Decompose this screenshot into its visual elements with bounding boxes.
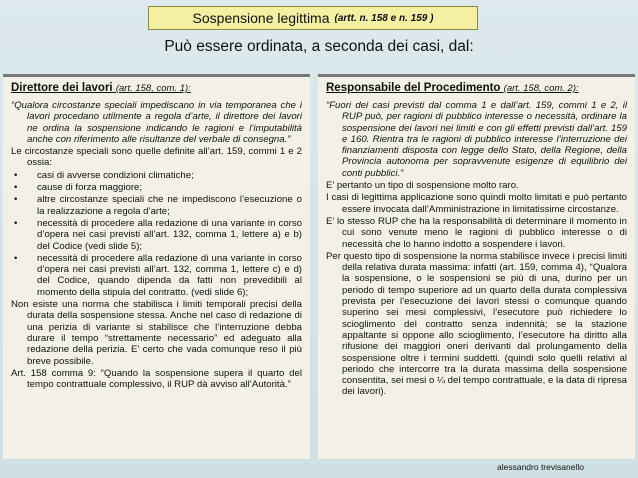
bullet-force-majeure: • cause di forza maggiore;: [11, 182, 302, 193]
right-column: [318, 74, 635, 459]
bullet-variant-ab: • necessità di procedere alla redazione di una variante in corso d’opera nei casi previsti all’art. 132, comma 1, lettere a) e b) del Codice (vedi slide 5);: [11, 218, 302, 252]
left-paragraph-limits: Non esiste una norma che stabilisca i limiti temporali precisi della durata della sospensione stessa. Anche nel caso di redazione di una perizia di variante si stabilisce che l’interruzione debba durare il tempo “strettamente necessario” ed adeguato alla redazione della perizia. E’ certo che vada comunque reso il più breve possibile.: [11, 299, 302, 367]
left-heading-reference: (art. 158, com. 1):: [115, 83, 191, 94]
right-heading-text: Responsabile del Procedimento: [326, 82, 501, 94]
left-paragraph-quote: “Qualora circostanze speciali impediscano in via temporanea che i lavori procedano utilmente a regola d’arte, il direttore dei lavori ne ordina la sospensione indicando le ragioni e l’imputabilità anche con riferimento alle risultanze del verbale di consegna.”: [11, 100, 302, 145]
right-heading-reference: (art. 158, com. 2):: [503, 83, 579, 94]
left-paragraph-art158: Art. 158 comma 9: “Quando la sospensione supera il quarto del tempo contrattuale complessivo, il RUP dà avviso all’Autorità.”: [11, 367, 302, 391]
right-paragraph-rare: E’ pertanto un tipo di sospensione molto raro.: [326, 180, 519, 192]
bullet-variant-cd: • necessità di procedere alla redazione di una variante in corso d’opera nei casi previsti all’art. 132, comma 1, lettere c) e d) del Codice, quando dipenda da fatti non prevedibili al momento della stipula del contratto. (vedi slide 6);: [11, 253, 302, 298]
right-paragraph-quote: “Fuori dei casi previsti dal comma 1 e dall’art. 159, commi 1 e 2, il RUP può, per ragioni di pubblico interesse o necessità, ordinare la sospensione dei lavori nei limiti e con gli effetti previsti dall’art. 159 e 160. Rientra tra le ragioni di pubblico interesse l’interruzione dei finanziamenti disposta con legge dello Stato, della Regione, della Provincia autonoma per sopravvenute esigenze di equilibrio dei conti pubblici.”: [326, 100, 627, 179]
left-column: [3, 74, 310, 459]
right-paragraph-rup-responsibility: E’ lo stesso RUP che ha la responsabilità di determinare il momento in cui sono venute meno le ragioni di pubblico interesse o di necessità che lo hanno indotto a sospendere i lavori.: [326, 215, 627, 250]
right-heading: [326, 82, 627, 94]
title-text: Sospensione legittima: [192, 10, 330, 26]
bullet-special-circumstances: • altre circostanze speciali che ne impediscono l’esecuzione o la realizzazione a regola d’arte;: [11, 194, 302, 217]
bullet-climate: • casi di avverse condizioni climatiche;: [11, 170, 302, 181]
title-reference: (artt. n. 158 e n. 159 ): [334, 12, 434, 24]
left-heading: [11, 82, 302, 94]
author-footer: alessandro trevisanello: [497, 462, 584, 472]
slide-subtitle: Può essere ordinata, a seconda dei casi, dal:: [164, 38, 474, 55]
left-paragraph-circumstances: Le circostanze speciali sono quelle definite all’art. 159, commi 1 e 2 ossia:: [11, 146, 302, 169]
slide-title: [148, 6, 478, 30]
left-heading-text: Direttore dei lavori: [11, 82, 113, 94]
right-paragraph-max-duration: Per questo tipo di sospensione la norma stabilisce invece i precisi limiti della relativa durata massima: infatti (art. 159, comma 4), “Qualora la sospensione, o le sospensioni se più di una, durino per un periodo di tempo superiore ad un quarto della durata complessiva prevista per l’esecuzione dei lavori stessi o comunque quando superino sei mesi complessivi, l’esecutore può richiedere lo scioglimento del contratto senza indennità; se la stazione appaltante si oppone allo scioglimento, l’esecutore ha diritto alla rifusione dei maggiori oneri derivanti dal prolungamento della sospensione oltre i termini suddetti. (quindi solo quelli relativi al periodo che intercorre tra la durata massima della sospensione consentita, sei mesi o ¼ del tempo contrattuale, e la data di ripresa dei lavori).: [326, 250, 627, 398]
right-paragraph-limited-cases: I casi di legittima applicazione sono quindi molto limitati e può pertanto essere invocata dall’Amministrazione in limitatissime circostanze.: [326, 192, 627, 215]
